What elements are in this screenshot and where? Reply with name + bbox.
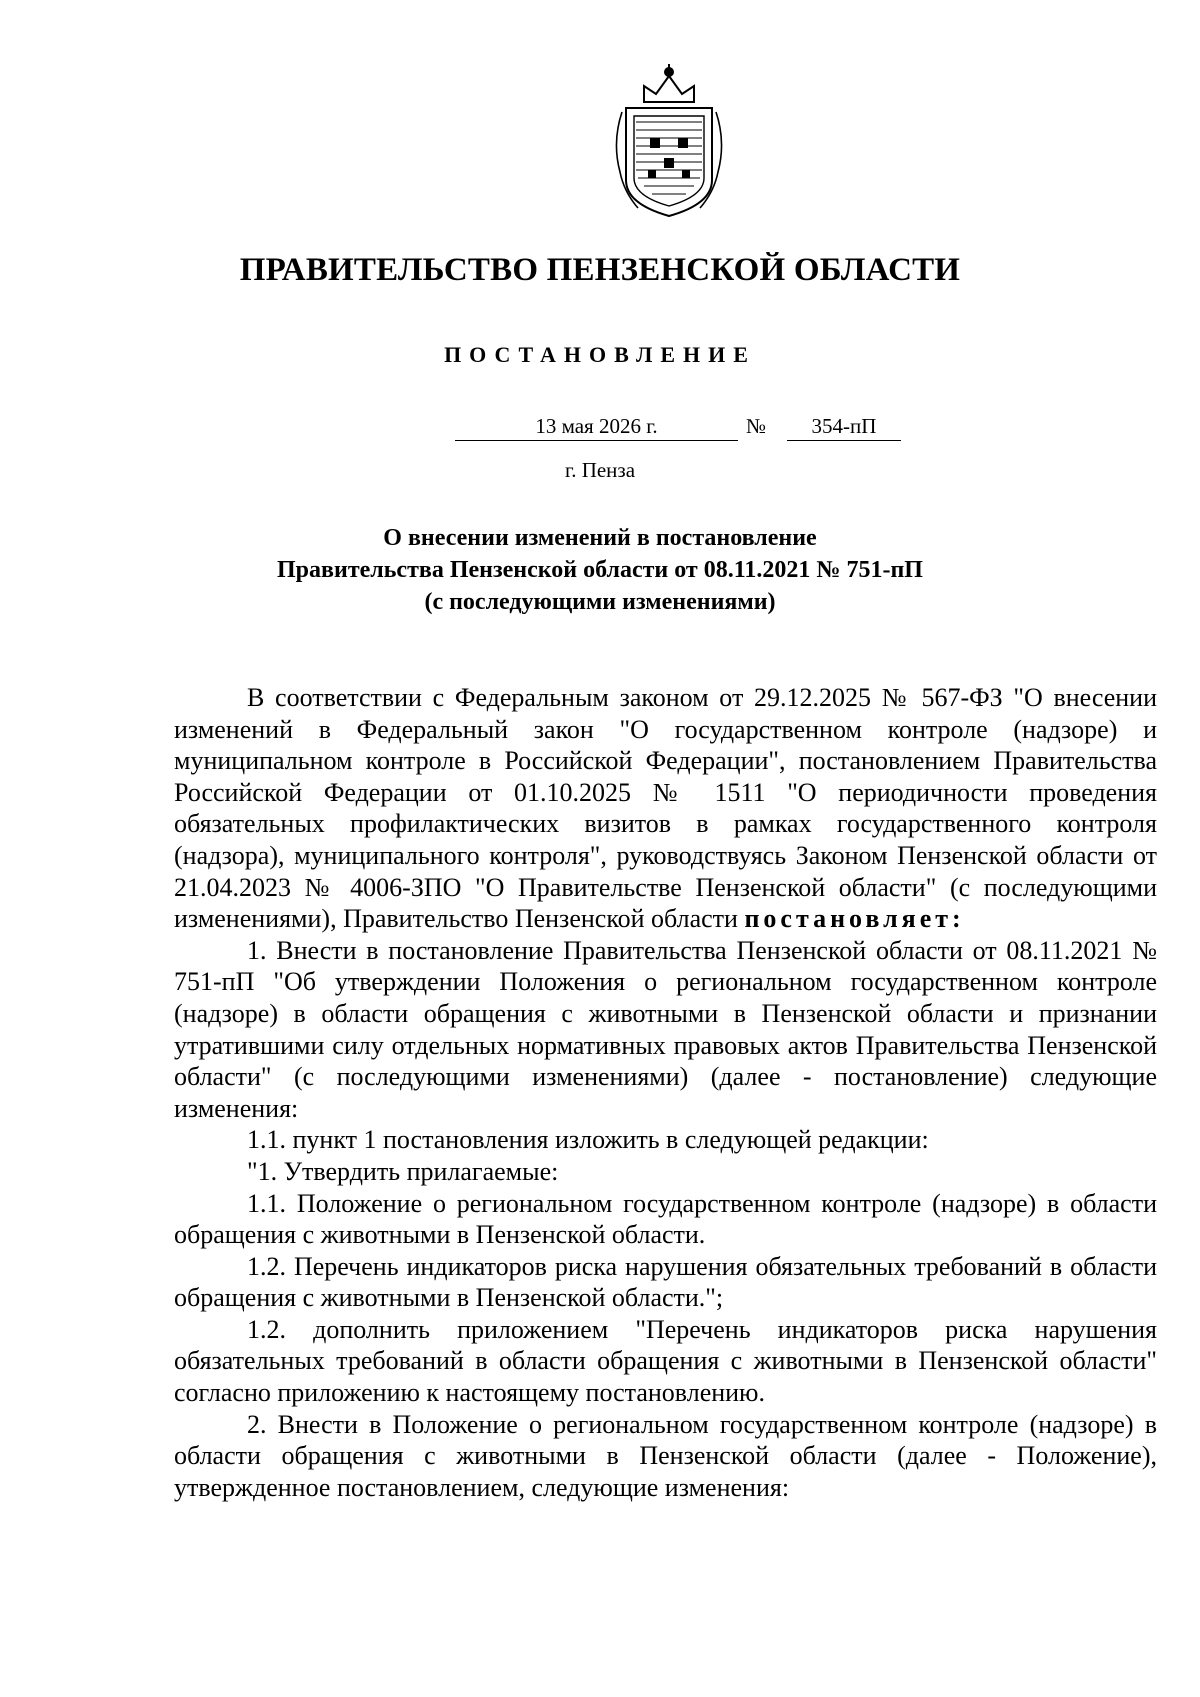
subject-line-3: (с последующими изменениями) <box>424 589 776 615</box>
body-paragraph: 1.1. пункт 1 постановления изложить в следующей редакции: <box>247 1125 929 1155</box>
number-sign: № <box>746 414 767 438</box>
subject-line-2: Правительства Пензенской области от 08.11.2021 № 751-пП <box>277 557 923 583</box>
body-paragraph <box>174 682 1157 935</box>
body-paragraph: 1. Внести в постановление Правительства Пензенской области от 08.11.2021 № 751-пП "Об утверждении Положения о региональном государственном контроле (надзоре) в области обращения с животными в Пензенской области и признании утратившими силу отдельных нормативных правовых актов Правительства Пензенской области" (с последующими изменениями) (далее - постановление) следующие изменения: <box>174 935 1157 1123</box>
document-body <box>174 682 1157 1503</box>
document-city: г. Пенза <box>564 458 636 482</box>
document-subject <box>0 522 1200 618</box>
document-type: ПОСТАНОВЛЕНИЕ <box>444 342 756 367</box>
coat-of-arms-emblem <box>604 62 734 222</box>
document-number: 354-пП <box>787 412 901 441</box>
document-date: 13 мая 2026 г. <box>455 412 738 441</box>
body-paragraph: 1.2. Перечень индикаторов риска нарушения обязательных требований в области обращения с животными в Пензенской области."; <box>174 1251 1157 1313</box>
body-paragraph: 1.2. дополнить приложением "Перечень индикаторов риска нарушения обязательных требований в области обращения с животными в Пензенской области" согласно приложению к настоящему постановлению. <box>174 1314 1157 1408</box>
government-title: ПРАВИТЕЛЬСТВО ПЕНЗЕНСКОЙ ОБЛАСТИ <box>239 252 961 288</box>
preamble-text: В соответствии с Федеральным законом от 29.12.2025 № 567-ФЗ "О внесении изменений в Федеральный закон "О государственном контроле (надзоре) и муниципальном контроле в Российской Федерации", постановлением Правительства Российской Федерации от 01.10.2025 № 1511 "О периодичности проведения обязательных профилактических визитов в рамках государственного контроля (надзора), муниципального контроля", руководствуясь Законом Пензенской области от 21.04.2023 № 4006-ЗПО "О Правительстве Пензенской области" (с последующими изменениями), Правительство Пензенской области <box>174 683 1157 934</box>
decree-word: постановляет: <box>744 904 965 934</box>
subject-line-1: О внесении изменений в постановление <box>383 525 817 551</box>
body-paragraph: "1. Утвердить прилагаемые: <box>247 1156 559 1186</box>
body-paragraph: 2. Внести в Положение о региональном государственном контроле (надзоре) в области обращения с животными в Пензенской области (далее - Положение), утвержденное постановлением, следующие изменения: <box>174 1409 1157 1502</box>
body-paragraph: 1.1. Положение о региональном государственном контроле (надзоре) в области обращения с животными в Пензенской области. <box>174 1188 1157 1250</box>
